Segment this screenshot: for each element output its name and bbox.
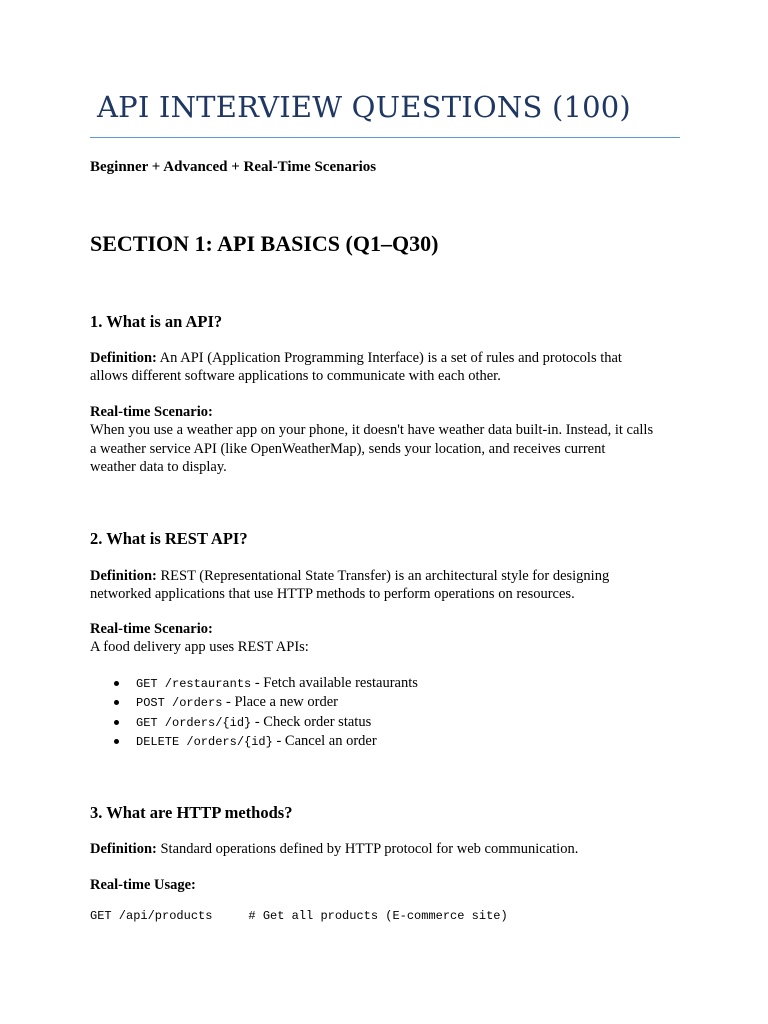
section-heading: SECTION 1: API BASICS (Q1–Q30): [90, 231, 439, 256]
scenario-text: A food delivery app uses REST APIs:: [90, 639, 309, 656]
endpoint-code: GET /orders/{id}: [136, 715, 252, 730]
endpoint-code: GET /restaurants: [136, 677, 252, 691]
endpoint-description: - Place a new order: [222, 694, 338, 711]
question-2-heading: 2. What is REST API?: [90, 529, 248, 548]
code-example: GET /api/products # Get all products (E-commerce site): [90, 909, 508, 923]
question-1-definition: [90, 349, 690, 386]
question-2-definition: [90, 567, 690, 604]
bullet-icon: [114, 739, 119, 744]
question-3-usage: [90, 876, 690, 894]
scenario-text: When you use a weather app on your phone, it doesn't have weather data built-in. Instead, it calls: [90, 422, 654, 439]
definition-text: An API (Application Programming Interface) is a set of rules and protocols that: [156, 350, 622, 366]
list-item: [90, 713, 418, 732]
endpoint-code: DELETE /orders/{id}: [136, 734, 273, 749]
bullet-icon: [114, 681, 119, 686]
list-item: [90, 674, 418, 693]
endpoint-description: - Cancel an order: [272, 732, 377, 749]
title-underline: [90, 137, 680, 138]
question-1-heading: 1. What is an API?: [90, 312, 223, 331]
definition-text: allows different software applications to communicate with each other.: [90, 368, 501, 385]
endpoint-code: POST /orders: [136, 696, 223, 711]
scenario-text: weather data to display.: [90, 458, 227, 475]
endpoint-description: - Fetch available restaurants: [251, 675, 418, 691]
bullet-icon: [114, 700, 119, 705]
document-title: API INTERVIEW QUESTIONS (100): [97, 90, 631, 124]
question-3-definition: [90, 840, 690, 858]
usage-label: Real-time Usage:: [90, 877, 196, 893]
endpoint-list: [90, 674, 418, 751]
endpoint-description: - Check order status: [251, 713, 372, 730]
scenario-label: Real-time Scenario:: [90, 621, 213, 637]
scenario-label: Real-time Scenario:: [90, 404, 213, 420]
bullet-icon: [114, 720, 119, 725]
list-item: [90, 732, 418, 751]
list-item: [90, 693, 418, 712]
question-2-scenario: [90, 620, 690, 657]
definition-label: Definition:: [90, 350, 157, 366]
definition-text: Standard operations defined by HTTP protocol for web communication.: [156, 841, 579, 857]
definition-label: Definition:: [90, 841, 157, 857]
scenario-text: a weather service API (like OpenWeatherMap), sends your location, and receives current: [90, 440, 606, 457]
document-subtitle: Beginner + Advanced + Real-Time Scenarios: [90, 159, 377, 175]
definition-text: networked applications that use HTTP methods to perform operations on resources.: [90, 586, 575, 603]
question-1-scenario: [90, 403, 690, 476]
definition-label: Definition:: [90, 568, 157, 584]
definition-text: REST (Representational State Transfer) is an architectural style for designing: [156, 568, 610, 584]
question-3-heading: 3. What are HTTP methods?: [90, 803, 293, 822]
